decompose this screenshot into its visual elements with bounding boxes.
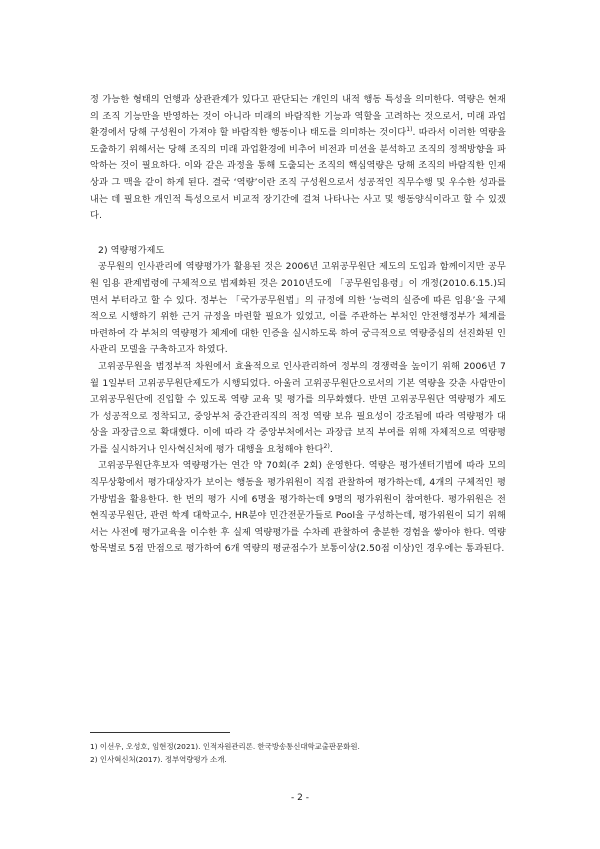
paragraph-2-text: 고위공무원을 범정부적 차원에서 효율적으로 인사관리하여 정부의 경쟁력을 높이기 위해 2006년 7월 1일부터 고위공무원단제도가 시행되었다. 아울러 고위공무원단으로서의 기본 역량을 갖춘 사람만이 고위공무원단에 진입할 수 있도록 역량 교육 및 평가를 의무화했다. 반면 고위공무원단 역량평가 제도가 성공적으로 정착되고, 중앙부처 중간관리직의 적정 역량 보유 필요성이 강조됨에 따라 역량평가 대상을 과장급으로 확대했다. 이에 따라 각 중앙부처에서는 과장급 보직 부여를 위해 자체적으로 역량평가를 실시하거나 인사혁신처에 평가 대행을 요청해야 한다: [90, 360, 506, 455]
paragraph-1: 공무원의 인사관리에 역량평가가 활용된 것은 2006년 고위공무원단 제도의 도입과 함께이지만 공무원 임용 관계법령에 구체적으로 법제화된 것은 2010년도에 「공무원임용령」이 개정(2010.6.15.)되면서 부터라고 할 수 있다. 정부는 「국가공무원법」의 규정에 의한 ‘능력의 실증에 따른 임용’을 구체적으로 시행하기 위한 근거 규정을 마련할 필요가 있었고, 이를 주관하는 부처인 안전행정부가 체계를 마련하여 각 부처의 역량평가 체계에 대한 인증을 실시하도록 하여 궁극적으로 역량중심의 선진화된 인사관리 모델을 구축하고자 하였다.: [90, 261, 506, 356]
intro-text-continued: . 따라서 이러한 역량을 도출하기 위해서는 당해 조직의 미래 과업환경에 비추어 비전과 미션을 분석하고 조직의 정책방향을 파악하는 것이 필요하다. 이와 같은 과정을 통해 도출되는 조직의 핵심역량은 당해 조직의 바람직한 인재상과 그 맥을 같이 하게 된다. 결국 ‘역량’이란 조직 구성원으로서 성공적인 직무수행 및 우수한 성과를 내는 데 필요한 개인적 특성으로서 비교적 장기간에 걸쳐 나타나는 사고 및 행동양식이라고 할 수 있겠다.: [90, 127, 507, 222]
footnote-1: 1) 이선우, 오성호, 임현정(2021). 인적자원관리론. 한국방송통신대학교출판문화원.: [90, 742, 360, 751]
footnote-ref-2[interactable]: 2): [323, 442, 330, 450]
footnote-2: 2) 인사혁신처(2017). 정부역량평가 소개.: [90, 755, 227, 764]
footnotes: [90, 740, 510, 766]
page-number: - 2 -: [291, 793, 309, 803]
paragraph-2: [90, 359, 506, 459]
footnote-ref-1[interactable]: 1): [406, 126, 413, 134]
intro-text: 정 가능한 형태의 언행과 상관관계가 있다고 판단되는 개인의 내적 행동 특성을 의미한다. 역량은 현재의 조직 기능만을 반영하는 것이 아니라 미래의 바람직한 기능과 역할을 고려하는 것으로서, 미래 과업 환경에서 당해 구성원이 가져야 할 바람직한 행동이나 태도를 의미하는 것이다: [90, 94, 506, 139]
body-text: [90, 92, 506, 558]
paragraph-2-end: .: [329, 443, 333, 455]
intro-paragraph: [90, 92, 506, 225]
paragraph-3: 고위공무원단후보자 역량평가는 연간 약 70회(주 2회) 운영한다. 역량은 평가센터기법에 따라 모의 직무상황에서 평가대상자가 보이는 행동을 평가위원이 직접 관찰하여 평가하는데, 4개의 구체적인 평가방법을 활용한다. 한 번의 평가 시에 6명을 평가하는데 9명의 평가위원이 참여한다. 평가위원은 전 현직공무원단, 관련 학계 대학교수, HR분야 민간전문가들로 Pool을 구성하는데, 평가위원이 되기 위해서는 사전에 평가교육을 이수한 후 실제 역량평가를 수차례 관찰하여 충분한 경험을 쌓아야 한다. 역량 항목별로 5점 만점으로 평가하여 6개 역량의 평균점수가 보통이상(2.50점 이상)인 경우에는 통과된다.: [90, 460, 506, 555]
section-heading: 2) 역량평가제도: [98, 244, 165, 256]
footnote-divider: [90, 732, 230, 733]
